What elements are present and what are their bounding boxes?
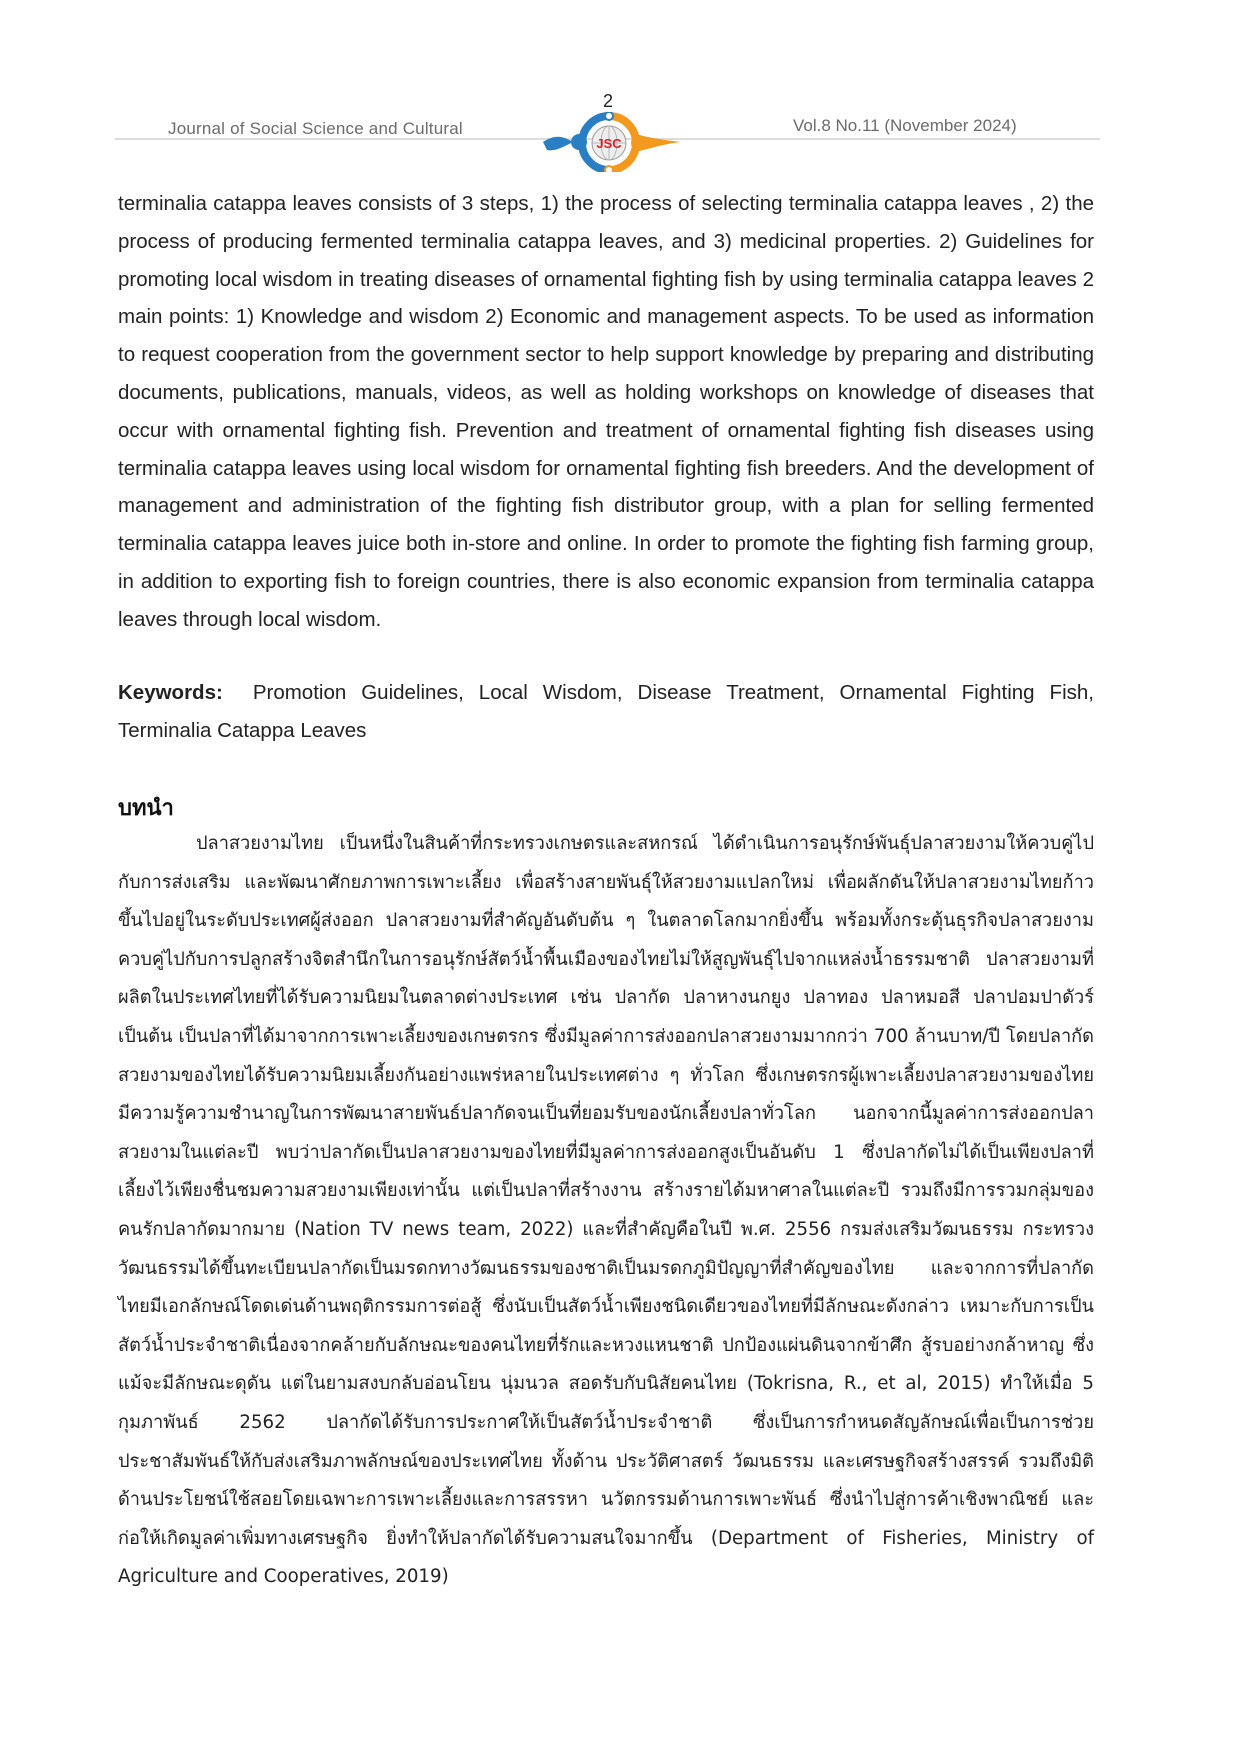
journal-issue: Vol.8 No.11 (November 2024) — [793, 116, 1017, 135]
journal-name: Journal of Social Science and Cultural — [168, 119, 463, 138]
keywords — [118, 674, 1094, 750]
abstract-paragraph: terminalia catappa leaves consists of 3 steps, 1) the process of selecting terminalia catappa leaves , 2) the process of producing fermented terminalia catappa leaves, and 3) medicinal properties. 2) Guidelines for promoting local wisdom in treating diseases of ornamental fighting fish by using terminalia catappa leaves 2 main points: 1) Knowledge and wisdom 2) Economic and management aspects. To be used as information to request cooperation from the government sector to help support knowledge by preparing and distributing documents, publications, manuals, videos, as well as holding workshops on knowledge of diseases that occur with ornamental fighting fish. Prevention and treatment of ornamental fighting fish diseases using terminalia catappa leaves using local wisdom for ornamental fighting fish breeders. And the development of management and administration of the fighting fish distributor group, with a plan for selling fermented terminalia catappa leaves juice both in-store and online. In order to promote the fighting fish farming group, in addition to exporting fish to foreign countries, there is also economic expansion from terminalia catappa leaves through local wisdom. — [118, 192, 1094, 631]
logo-right-flourish — [643, 136, 681, 150]
keywords-value: Promotion Guidelines, Local Wisdom, Disease Treatment, Ornamental Fighting Fish, Terminalia Catappa Leaves — [118, 681, 1094, 742]
abstract-body — [118, 185, 1094, 639]
logo-left-flourish — [543, 137, 573, 151]
page-number: 2 — [603, 91, 614, 111]
journal-logo-icon — [535, 112, 685, 172]
logo-top-node — [605, 112, 613, 120]
logo-bottom-node — [605, 166, 613, 172]
keywords-label: Keywords: — [118, 681, 223, 704]
introduction-body — [118, 825, 1094, 1597]
section-title-introduction: บทนำ — [118, 796, 174, 821]
logo-text: JSC — [596, 136, 622, 151]
introduction-paragraph: ปลาสวยงามไทย เป็นหนึ่งในสินค้าที่กระทรวงเกษตรและสหกรณ์ ได้ดำเนินการอนุรักษ์พันธุ์ปลาสวยงามให้ควบคู่ไปกับการส่งเสริม และพัฒนาศักยภาพการเพาะเลี้ยง เพื่อสร้างสายพันธุ์ให้สวยงามแปลกใหม่ เพื่อผลักดันให้ปลาสวยงามไทยก้าวขึ้นไปอยู่ในระดับประเทศผู้ส่งออก ปลาสวยงามที่สำคัญอันดับต้น ๆ ในตลาดโลกมากยิ่งขึ้น พร้อมทั้งกระตุ้นธุรกิจปลาสวยงามควบคู่ไปกับการปลูกสร้างจิตสำนึกในการอนุรักษ์สัตว์น้ำพื้นเมืองของไทยไม่ให้สูญพันธุ์ไปจากแหล่งน้ำธรรมชาติ ปลาสวยงามที่ผลิตในประเทศไทยที่ได้รับความนิยมในตลาดต่างประเทศ เช่น ปลากัด ปลาหางนกยูง ปลาทอง ปลาหมอสี ปลาปอมปาดัวร์ เป็นต้น เป็นปลาที่ได้มาจากการเพาะเลี้ยงของเกษตรกร ซึ่งมีมูลค่าการส่งออกปลาสวยงามมากกว่า 700 ล้านบาท/ปี โดยปลากัดสวยงามของไทยได้รับความนิยมเลี้ยงกันอย่างแพร่หลายในประเทศต่าง ๆ ทั่วโลก ซึ่งเกษตรกรผู้เพาะเลี้ยงปลาสวยงามของไทย มีความรู้ความชำนาญในการพัฒนาสายพันธ์ปลากัดจนเป็นที่ยอมรับของนักเลี้ยงปลาทั่วโลก นอกจากนี้มูลค่าการส่งออกปลาสวยงามในแต่ละปี พบว่าปลากัดเป็นปลาสวยงามของไทยที่มีมูลค่าการส่งออกสูงเป็นอันดับ 1 ซึ่งปลากัดไม่ได้เป็นเพียงปลาที่เลี้ยงไว้เพียงชื่นชมความสวยงามเพียงเท่านั้น แต่เป็นปลาที่สร้างงาน สร้างรายได้มหาศาลในแต่ละปี รวมถึงมีการรวมกลุ่มของคนรักปลากัดมากมาย (Nation TV news team, 2022) และที่สำคัญคือในปี พ.ศ. 2556 กรมส่งเสริมวัฒนธรรม กระทรวงวัฒนธรรมได้ขึ้นทะเบียนปลากัดเป็นมรดกทางวัฒนธรรมของชาติเป็นมรดกภูมิปัญญาที่สำคัญของไทย และจากการที่ปลากัดไทยมีเอกลักษณ์โดดเด่นด้านพฤติกรรมการต่อสู้ ซึ่งนับเป็นสัตว์น้ำเพียงชนิดเดียวของไทยที่มีลักษณะดังกล่าว เหมาะกับการเป็นสัตว์น้ำประจำชาติเนื่องจากคล้ายกับลักษณะของคนไทยที่รักและหวงแหนชาติ ปกป้องแผ่นดินจากข้าศึก สู้รบอย่างกล้าหาญ ซึ่งแม้จะมีลักษณะดุดัน แต่ในยามสงบกลับอ่อนโยน นุ่มนวล สอดรับกับนิสัยคนไทย (Tokrisna, R., et al, 2015) ทำให้เมื่อ 5 กุมภาพันธ์ 2562 ปลากัดได้รับการประกาศให้เป็นสัตว์น้ำประจำชาติ ซึ่งเป็นการกำหนดสัญลักษณ์เพื่อเป็นการช่วยประชาสัมพันธ์ให้กับส่งเสริมภาพลักษณ์ของประเทศไทย ทั้งด้าน ประวัติศาสตร์ วัฒนธรรม และเศรษฐกิจสร้างสรรค์ รวมถึงมิติด้านประโยชน์ใช้สอยโดยเฉพาะการเพาะเลี้ยงและการสรรหา นวัตกรรมด้านการเพาะพันธ์ ซึ่งนำไปสู่การค้าเชิงพาณิชย์ และก่อให้เกิดมูลค่าเพิ่มทางเศรษฐกิจ ยิ่งทำให้ปลากัดได้รับความสนใจมากขึ้น (Department of Fisheries, Ministry of Agriculture and Cooperatives, 2019) — [118, 833, 1094, 1588]
